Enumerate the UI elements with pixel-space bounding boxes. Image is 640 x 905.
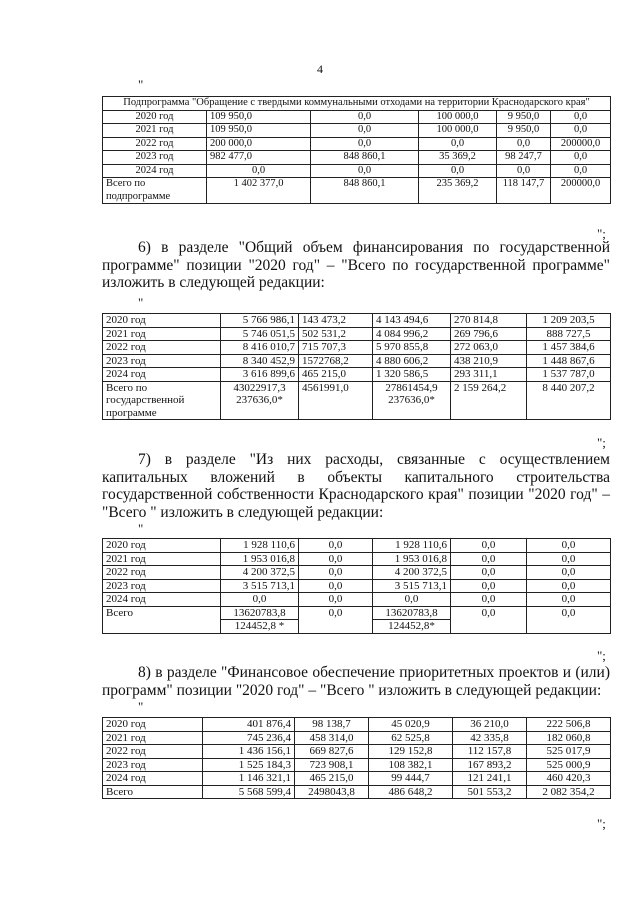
row-label: 2021 год — [103, 124, 207, 138]
cell: 0,0 — [451, 566, 527, 580]
row-label: 2020 год — [103, 718, 203, 732]
table-row — [103, 566, 611, 580]
cell: 1 928 110,6 — [373, 539, 451, 553]
row-label: 2021 год — [103, 327, 221, 341]
close-quote-2: "; — [597, 435, 606, 450]
table-row — [103, 731, 611, 745]
cell: 1 928 110,6 — [221, 539, 299, 553]
row-label: 2024 год — [103, 593, 221, 607]
cell: 0,0 — [451, 539, 527, 553]
cell: 0,0 — [527, 539, 611, 553]
cell: 98 247,7 — [497, 151, 551, 165]
row-label: 2023 год — [103, 151, 207, 165]
table-total-row — [103, 785, 611, 799]
cell: 269 796,6 — [451, 327, 527, 341]
cell: 1 457 384,6 — [527, 341, 611, 355]
cell: 2 082 354,2 — [527, 785, 611, 799]
total-extra-value: 124452,8 * — [221, 619, 298, 633]
paragraph-7: 7) в разделе "Из них расходы, связанные с осуществлением капитальных вложений в объекты капитального строительства государственной собственности Краснодарского края" позиции "2020 год" – "Всего " изложить в следующей редакции: — [102, 451, 610, 521]
cell: 35 369,2 — [419, 151, 497, 165]
cell: 0,0 — [311, 124, 419, 138]
cell: 99 444,7 — [369, 772, 453, 786]
cell: 0,0 — [311, 137, 419, 151]
total-financing-table — [102, 313, 611, 420]
cell: 438 210,9 — [451, 354, 527, 368]
table-row — [103, 354, 611, 368]
cell — [221, 606, 299, 633]
cell: 0,0 — [299, 539, 373, 553]
row-label: 2023 год — [103, 579, 221, 593]
cell: 0,0 — [299, 552, 373, 566]
cell: 745 236,4 — [203, 731, 295, 745]
cell: 1 146 321,1 — [203, 772, 295, 786]
row-label: 2021 год — [103, 552, 221, 566]
cell: 0,0 — [527, 552, 611, 566]
cell: 458 314,0 — [295, 731, 369, 745]
row-label: 2020 год — [103, 110, 207, 124]
row-label: 2020 год — [103, 314, 221, 328]
cell: 62 525,8 — [369, 731, 453, 745]
cell: 501 553,2 — [453, 785, 527, 799]
table-row — [103, 314, 611, 328]
page-number: 4 — [317, 62, 323, 76]
cell: 0,0 — [527, 606, 611, 633]
row-label: 2020 год — [103, 539, 221, 553]
cell: 100 000,0 — [419, 110, 497, 124]
subprogram-waste-table — [102, 96, 611, 204]
table-row — [103, 552, 611, 566]
cell: 465 215,0 — [295, 772, 369, 786]
cell: 182 060,8 — [527, 731, 611, 745]
cell: 0,0 — [419, 137, 497, 151]
table-row — [103, 151, 611, 165]
cell — [221, 381, 299, 420]
cell: 401 876,4 — [203, 718, 295, 732]
row-label: 2024 год — [103, 368, 221, 382]
total-value: 27861454,9 — [385, 381, 438, 394]
close-quote-4: "; — [597, 816, 606, 831]
cell: 0,0 — [419, 164, 497, 178]
cell: 5 766 986,1 — [221, 314, 299, 328]
cell: 235 369,2 — [419, 178, 497, 204]
cell: 0,0 — [299, 566, 373, 580]
cell: 460 420,3 — [527, 772, 611, 786]
cell — [373, 606, 451, 633]
cell: 108 382,1 — [369, 758, 453, 772]
table-row — [103, 772, 611, 786]
cell: 982 477,0 — [207, 151, 311, 165]
cell: 0,0 — [311, 164, 419, 178]
cell: 465 215,0 — [299, 368, 373, 382]
cell: 9 950,0 — [497, 124, 551, 138]
cell: 2 159 264,2 — [451, 381, 527, 420]
cell: 0,0 — [311, 110, 419, 124]
row-label: Всего — [103, 606, 221, 633]
cell: 4 200 372,5 — [373, 566, 451, 580]
cell: 723 908,1 — [295, 758, 369, 772]
table-row — [103, 341, 611, 355]
cell: 4 143 494,6 — [373, 314, 451, 328]
cell: 9 950,0 — [497, 110, 551, 124]
cell: 0,0 — [207, 164, 311, 178]
cell: 42 335,8 — [453, 731, 527, 745]
cell: 1 953 016,8 — [373, 552, 451, 566]
cell: 4 084 996,2 — [373, 327, 451, 341]
cell: 0,0 — [299, 593, 373, 607]
table-row — [103, 758, 611, 772]
cell: 3 616 899,6 — [221, 368, 299, 382]
cell: 1 209 203,5 — [527, 314, 611, 328]
cell: 0,0 — [527, 566, 611, 580]
cell: 0,0 — [299, 606, 373, 633]
table-row — [103, 368, 611, 382]
cell: 669 827,6 — [295, 745, 369, 759]
cell: 502 531,2 — [299, 327, 373, 341]
cell: 715 707,3 — [299, 341, 373, 355]
cell: 1 537 787,0 — [527, 368, 611, 382]
row-label: 2022 год — [103, 745, 203, 759]
open-quote-2: " — [138, 295, 144, 310]
total-extra-value: 124452,8* — [373, 619, 450, 633]
close-quote-3: "; — [597, 648, 606, 663]
cell: 0,0 — [221, 593, 299, 607]
cell — [373, 381, 451, 420]
table-row — [103, 718, 611, 732]
cell: 5 568 599,4 — [203, 785, 295, 799]
total-value: 13620783,8 — [233, 606, 286, 619]
cell: 486 648,2 — [369, 785, 453, 799]
table-row — [103, 124, 611, 138]
cell: 1 402 377,0 — [207, 178, 311, 204]
cell: 0,0 — [551, 164, 611, 178]
cell: 0,0 — [497, 137, 551, 151]
cell: 143 473,2 — [299, 314, 373, 328]
cell: 1 525 184,3 — [203, 758, 295, 772]
cell: 8 416 010,7 — [221, 341, 299, 355]
cell: 112 157,8 — [453, 745, 527, 759]
cell: 2498043,8 — [295, 785, 369, 799]
cell: 0,0 — [551, 124, 611, 138]
cell: 4 200 372,5 — [221, 566, 299, 580]
cell: 848 860,1 — [311, 178, 419, 204]
row-label: Всего по подпрограмме — [103, 178, 207, 204]
cell: 109 950,0 — [207, 124, 311, 138]
cell: 1572768,2 — [299, 354, 373, 368]
cell: 0,0 — [451, 593, 527, 607]
row-label: 2024 год — [103, 772, 203, 786]
cell: 272 063,0 — [451, 341, 527, 355]
cell: 118 147,7 — [497, 178, 551, 204]
row-label: 2023 год — [103, 758, 203, 772]
cell: 3 515 713,1 — [373, 579, 451, 593]
table-row — [103, 593, 611, 607]
row-label: 2023 год — [103, 354, 221, 368]
cell: 0,0 — [551, 110, 611, 124]
cell: 0,0 — [299, 579, 373, 593]
row-label: 2022 год — [103, 341, 221, 355]
cell: 129 152,8 — [369, 745, 453, 759]
table-total-row — [103, 381, 611, 420]
capital-investment-table — [102, 538, 611, 634]
row-label: Всего — [103, 785, 203, 799]
cell: 200 000,0 — [207, 137, 311, 151]
table-row — [103, 327, 611, 341]
paragraph-6: 6) в разделе "Общий объем финансирования по государственной программе" позиции "2020 год" – "Всего по государственной программе" изложить в следующей редакции: — [102, 239, 610, 291]
cell: 100 000,0 — [419, 124, 497, 138]
subprogram-title: Подпрограмма "Обращение с твердыми коммунальными отходами на территории Краснодарского края" — [103, 97, 611, 111]
cell: 8 340 452,9 — [221, 354, 299, 368]
cell: 270 814,8 — [451, 314, 527, 328]
cell: 98 138,7 — [295, 718, 369, 732]
table-row — [103, 137, 611, 151]
row-label: 2022 год — [103, 566, 221, 580]
cell: 1 436 156,1 — [203, 745, 295, 759]
cell: 1 448 867,6 — [527, 354, 611, 368]
total-value: 13620783,8 — [385, 606, 438, 619]
cell: 888 727,5 — [527, 327, 611, 341]
cell: 4 880 606,2 — [373, 354, 451, 368]
row-label: 2021 год — [103, 731, 203, 745]
cell: 525 017,9 — [527, 745, 611, 759]
table-total-row — [103, 178, 611, 204]
cell: 0,0 — [527, 579, 611, 593]
total-value: 43022917,3 — [233, 381, 286, 394]
close-quote-1: "; — [597, 226, 606, 241]
table-row — [103, 539, 611, 553]
open-quote-4: " — [138, 699, 144, 714]
cell: 200000,0 — [551, 137, 611, 151]
total-extra-value: 237636,0* — [236, 394, 283, 406]
open-quote-3: " — [138, 521, 144, 536]
open-quote-1: " — [138, 77, 144, 92]
row-label: 2022 год — [103, 137, 207, 151]
cell: 0,0 — [451, 552, 527, 566]
cell: 5 970 855,8 — [373, 341, 451, 355]
cell: 5 746 051,5 — [221, 327, 299, 341]
cell: 0,0 — [497, 164, 551, 178]
cell: 293 311,1 — [451, 368, 527, 382]
total-extra-value: 237636,0* — [388, 394, 435, 406]
cell: 1 320 586,5 — [373, 368, 451, 382]
cell: 3 515 713,1 — [221, 579, 299, 593]
cell: 525 000,9 — [527, 758, 611, 772]
table-row — [103, 745, 611, 759]
row-label: 2024 год — [103, 164, 207, 178]
cell: 0,0 — [451, 606, 527, 633]
cell: 0,0 — [451, 579, 527, 593]
cell: 109 950,0 — [207, 110, 311, 124]
cell: 8 440 207,2 — [527, 381, 611, 420]
cell: 121 241,1 — [453, 772, 527, 786]
cell: 200000,0 — [551, 178, 611, 204]
table-row — [103, 164, 611, 178]
table-total-row — [103, 606, 611, 633]
cell: 36 210,0 — [453, 718, 527, 732]
cell: 1 953 016,8 — [221, 552, 299, 566]
cell: 848 860,1 — [311, 151, 419, 165]
row-label: Всего по государственной программе — [103, 381, 221, 420]
cell: 0,0 — [551, 151, 611, 165]
table-row — [103, 579, 611, 593]
cell: 45 020,9 — [369, 718, 453, 732]
cell: 222 506,8 — [527, 718, 611, 732]
priority-projects-table — [102, 717, 611, 799]
cell: 0,0 — [527, 593, 611, 607]
cell: 167 893,2 — [453, 758, 527, 772]
cell: 4561991,0 — [299, 381, 373, 420]
table-row — [103, 110, 611, 124]
paragraph-8: 8) в разделе "Финансовое обеспечение приоритетных проектов и (или) программ" позиции "2020 год" – "Всего " изложить в следующей редакции: — [102, 664, 610, 699]
cell: 0,0 — [373, 593, 451, 607]
